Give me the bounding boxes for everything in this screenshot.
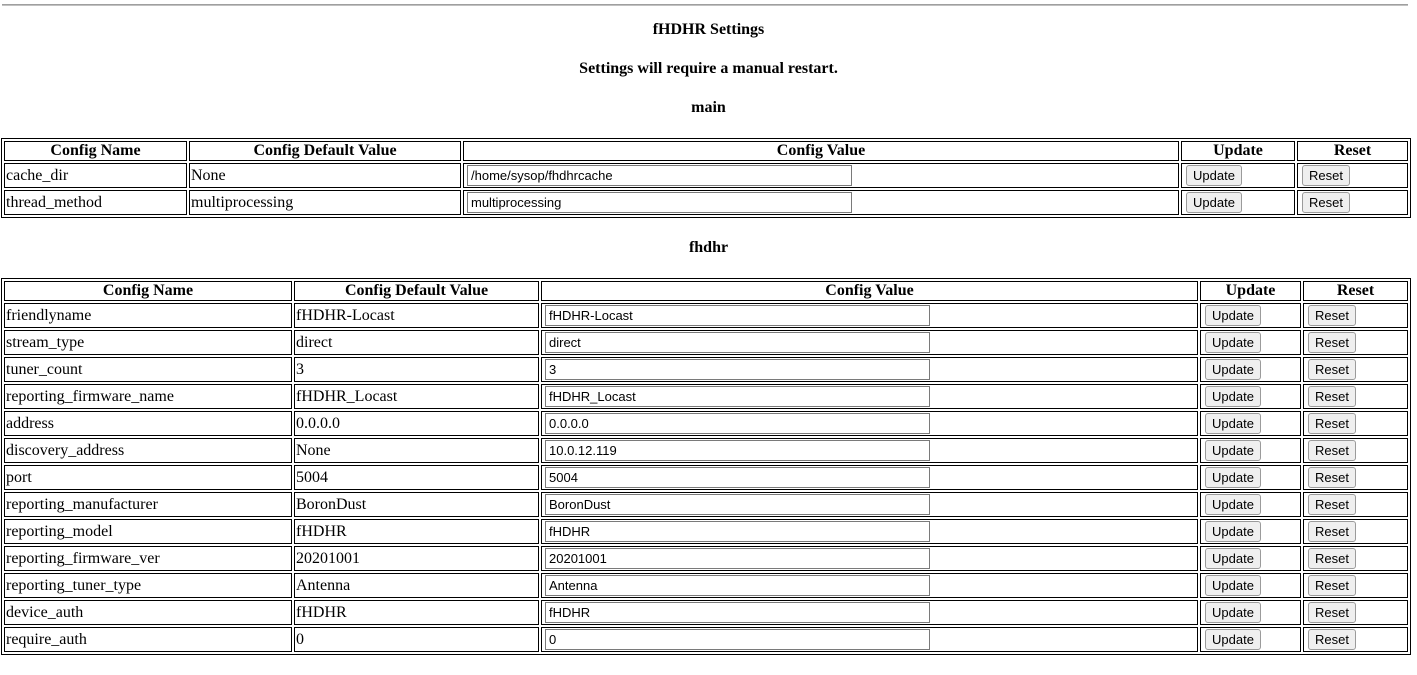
config-default-cell: 3	[294, 357, 539, 382]
reset-cell	[1303, 600, 1408, 625]
config-name-cell: reporting_firmware_ver	[4, 546, 292, 571]
config-value-input[interactable]	[545, 629, 930, 650]
config-value-input[interactable]	[545, 602, 930, 623]
update-cell	[1200, 384, 1301, 409]
config-value-cell	[541, 519, 1198, 544]
config-value-cell	[541, 438, 1198, 463]
update-cell	[1200, 357, 1301, 382]
config-row	[4, 357, 1408, 382]
config-row	[4, 303, 1408, 328]
page-title: fHDHR Settings	[652, 21, 765, 38]
update-button[interactable]: Update	[1186, 192, 1242, 213]
reset-button[interactable]: Reset	[1308, 602, 1356, 623]
config-value-cell	[541, 546, 1198, 571]
reset-button[interactable]: Reset	[1302, 192, 1350, 213]
config-value-cell	[541, 627, 1198, 652]
reset-cell	[1303, 573, 1408, 598]
reset-cell	[1303, 330, 1408, 355]
config-value-input[interactable]	[545, 413, 930, 434]
update-button[interactable]: Update	[1186, 165, 1242, 186]
config-value-input[interactable]	[545, 440, 930, 461]
update-cell	[1181, 190, 1295, 215]
reset-button[interactable]: Reset	[1308, 440, 1356, 461]
config-default-cell: fHDHR-Locast	[294, 303, 539, 328]
update-button[interactable]: Update	[1205, 548, 1261, 569]
reset-button[interactable]: Reset	[1308, 305, 1356, 326]
config-row	[4, 492, 1408, 517]
config-default-cell: multiprocessing	[189, 190, 461, 215]
config-row	[4, 465, 1408, 490]
update-cell	[1200, 411, 1301, 436]
reset-cell	[1303, 519, 1408, 544]
column-header: Config Value	[541, 281, 1198, 301]
reset-cell	[1303, 384, 1408, 409]
update-cell	[1200, 465, 1301, 490]
config-row	[4, 627, 1408, 652]
update-cell	[1200, 519, 1301, 544]
column-header: Config Name	[4, 141, 187, 161]
config-row	[4, 600, 1408, 625]
config-name-cell: thread_method	[4, 190, 187, 215]
update-cell	[1200, 573, 1301, 598]
column-header: Config Default Value	[189, 141, 461, 161]
config-table	[1, 278, 1411, 655]
config-name-cell: cache_dir	[4, 163, 187, 188]
reset-cell	[1297, 190, 1408, 215]
config-name-cell: require_auth	[4, 627, 292, 652]
config-default-cell: 0.0.0.0	[294, 411, 539, 436]
update-button[interactable]: Update	[1205, 413, 1261, 434]
config-name-cell: reporting_manufacturer	[4, 492, 292, 517]
reset-cell	[1303, 465, 1408, 490]
column-header: Config Name	[4, 281, 292, 301]
config-value-cell	[541, 411, 1198, 436]
config-value-input[interactable]	[467, 192, 852, 213]
update-button[interactable]: Update	[1205, 521, 1261, 542]
config-value-cell	[541, 600, 1198, 625]
config-row	[4, 384, 1408, 409]
config-default-cell: fHDHR	[294, 519, 539, 544]
config-value-cell	[541, 303, 1198, 328]
config-value-input[interactable]	[467, 165, 852, 186]
reset-button[interactable]: Reset	[1308, 521, 1356, 542]
reset-button[interactable]: Reset	[1308, 467, 1356, 488]
config-default-cell: None	[189, 163, 461, 188]
header-row	[4, 141, 1408, 161]
section-heading: main	[691, 99, 726, 116]
config-default-cell: direct	[294, 330, 539, 355]
reset-cell	[1303, 411, 1408, 436]
config-name-cell: discovery_address	[4, 438, 292, 463]
reset-cell	[1303, 357, 1408, 382]
config-default-cell: 20201001	[294, 546, 539, 571]
config-value-cell	[541, 357, 1198, 382]
update-button[interactable]: Update	[1205, 602, 1261, 623]
config-value-input[interactable]	[545, 467, 930, 488]
browser-chrome-edge	[2, 4, 1408, 6]
reset-cell	[1303, 627, 1408, 652]
reset-cell	[1297, 163, 1408, 188]
update-button[interactable]: Update	[1205, 359, 1261, 380]
config-default-cell: BoronDust	[294, 492, 539, 517]
config-name-cell: address	[4, 411, 292, 436]
update-cell	[1200, 546, 1301, 571]
config-name-cell: friendlyname	[4, 303, 292, 328]
config-value-input[interactable]	[545, 359, 930, 380]
reset-cell	[1303, 546, 1408, 571]
config-value-input[interactable]	[545, 548, 930, 569]
config-row	[4, 330, 1408, 355]
config-value-cell	[463, 190, 1179, 215]
config-value-cell	[541, 573, 1198, 598]
reset-button[interactable]: Reset	[1308, 548, 1356, 569]
config-default-cell: fHDHR_Locast	[294, 384, 539, 409]
update-cell	[1200, 492, 1301, 517]
config-value-input[interactable]	[545, 575, 930, 596]
update-button[interactable]: Update	[1205, 629, 1261, 650]
update-button[interactable]: Update	[1205, 386, 1261, 407]
update-button[interactable]: Update	[1205, 467, 1261, 488]
update-button[interactable]: Update	[1205, 494, 1261, 515]
config-section	[1, 239, 1416, 655]
update-button[interactable]: Update	[1205, 305, 1261, 326]
reset-button[interactable]: Reset	[1308, 386, 1356, 407]
column-header: Reset	[1303, 281, 1408, 301]
config-value-cell	[541, 465, 1198, 490]
config-value-cell	[541, 330, 1198, 355]
config-row	[4, 573, 1408, 598]
restart-notice: Settings will require a manual restart.	[579, 60, 838, 77]
update-cell	[1200, 627, 1301, 652]
config-value-input[interactable]	[545, 494, 930, 515]
reset-cell	[1303, 303, 1408, 328]
settings-sections	[1, 99, 1416, 655]
update-button[interactable]: Update	[1205, 575, 1261, 596]
update-cell	[1200, 438, 1301, 463]
config-value-input[interactable]	[545, 305, 930, 326]
config-name-cell: reporting_model	[4, 519, 292, 544]
config-default-cell: 0	[294, 627, 539, 652]
reset-button[interactable]: Reset	[1308, 575, 1356, 596]
reset-button[interactable]: Reset	[1302, 165, 1350, 186]
column-header: Update	[1200, 281, 1301, 301]
config-section	[1, 99, 1416, 218]
header-row	[4, 281, 1408, 301]
update-cell	[1200, 330, 1301, 355]
config-name-cell: port	[4, 465, 292, 490]
update-cell	[1181, 163, 1295, 188]
config-name-cell: stream_type	[4, 330, 292, 355]
config-default-cell: Antenna	[294, 573, 539, 598]
config-value-input[interactable]	[545, 521, 930, 542]
config-name-cell: tuner_count	[4, 357, 292, 382]
column-header: Update	[1181, 141, 1295, 161]
reset-button[interactable]: Reset	[1308, 629, 1356, 650]
reset-button[interactable]: Reset	[1308, 359, 1356, 380]
reset-button[interactable]: Reset	[1308, 494, 1356, 515]
reset-cell	[1303, 438, 1408, 463]
config-value-input[interactable]	[545, 332, 930, 353]
section-heading: fhdhr	[688, 239, 729, 256]
column-header: Config Value	[463, 141, 1179, 161]
config-row	[4, 438, 1408, 463]
config-name-cell: reporting_firmware_name	[4, 384, 292, 409]
reset-button[interactable]: Reset	[1308, 332, 1356, 353]
config-value-cell	[541, 492, 1198, 517]
column-header: Reset	[1297, 141, 1408, 161]
config-row	[4, 519, 1408, 544]
reset-cell	[1303, 492, 1408, 517]
config-table	[1, 138, 1411, 218]
config-default-cell: 5004	[294, 465, 539, 490]
config-default-cell: fHDHR	[294, 600, 539, 625]
config-name-cell: reporting_tuner_type	[4, 573, 292, 598]
config-name-cell: device_auth	[4, 600, 292, 625]
column-header: Config Default Value	[294, 281, 539, 301]
config-value-input[interactable]	[545, 386, 930, 407]
update-button[interactable]: Update	[1205, 440, 1261, 461]
update-button[interactable]: Update	[1205, 332, 1261, 353]
reset-button[interactable]: Reset	[1308, 413, 1356, 434]
config-row	[4, 411, 1408, 436]
config-value-cell	[463, 163, 1179, 188]
config-value-cell	[541, 384, 1198, 409]
config-row	[4, 546, 1408, 571]
update-cell	[1200, 303, 1301, 328]
config-row	[4, 190, 1408, 215]
config-row	[4, 163, 1408, 188]
update-cell	[1200, 600, 1301, 625]
config-default-cell: None	[294, 438, 539, 463]
